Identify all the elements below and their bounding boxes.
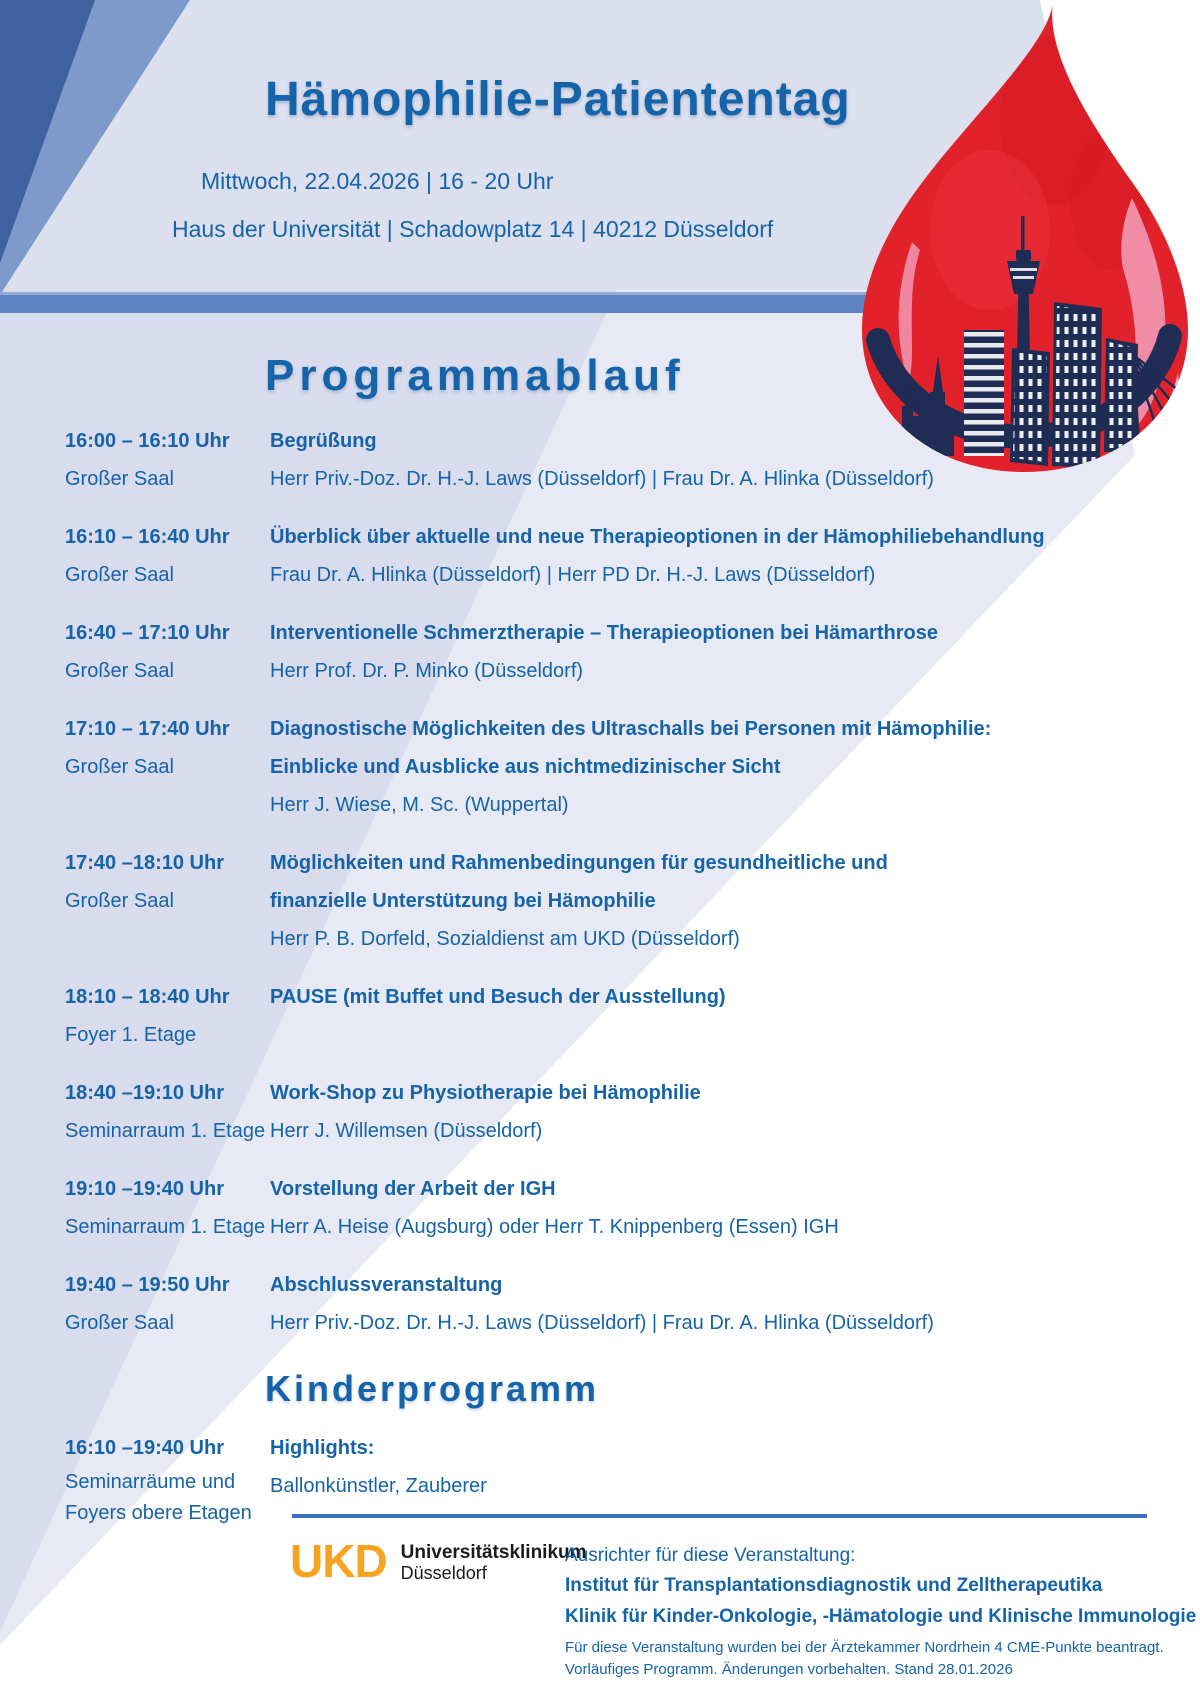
row-speakers <box>270 460 1180 498</box>
row-content-cell <box>270 518 1180 594</box>
row-rooms <box>65 556 270 594</box>
ukd-logo-city: Düsseldorf <box>400 1563 487 1583</box>
row-time-cell <box>65 1266 270 1342</box>
row-speakers <box>270 1208 1180 1246</box>
row-room: Großer Saal <box>65 660 174 682</box>
row-titles <box>270 518 1180 556</box>
row-time-cell <box>65 844 270 958</box>
row-content-cell <box>270 978 1180 1054</box>
row-rooms <box>65 1112 270 1150</box>
row-speaker: Herr Priv.-Doz. Dr. H.-J. Laws (Düsseldorf) | Frau Dr. A. Hlinka (Düsseldorf) <box>270 1312 934 1334</box>
row-time-cell <box>65 614 270 690</box>
footer-notes <box>565 1637 1196 1681</box>
row-time-cell <box>65 422 270 498</box>
kinder-schedule <box>65 1429 1180 1549</box>
row-room: Foyer 1. Etage <box>65 1024 197 1046</box>
row-title: Work-Shop zu Physiotherapie bei Hämophilie <box>270 1082 701 1104</box>
row-speaker: Frau Dr. A. Hlinka (Düsseldorf) | Herr PD Dr. H.-J. Laws (Düsseldorf) <box>270 564 876 586</box>
row-room: Großer Saal <box>65 468 174 490</box>
row-content-cell <box>270 844 1180 958</box>
ukd-logo <box>290 1535 587 1587</box>
program-section-title: Programmablauf <box>265 351 685 400</box>
row-room: Seminarräume und <box>65 1471 236 1493</box>
ukd-logo-name: Universitätsklinikum <box>400 1542 587 1563</box>
ukd-logo-abbr: UKD <box>290 1535 387 1587</box>
row-titles <box>270 614 1180 652</box>
row-content-cell <box>270 1074 1180 1150</box>
row-time-cell <box>65 710 270 824</box>
row-room: Großer Saal <box>65 890 174 912</box>
page-title: Hämophilie-Patiententag <box>265 73 851 126</box>
schedule-row <box>65 844 1180 958</box>
row-time: 17:10 – 17:40 Uhr <box>65 718 230 740</box>
row-time-cell <box>65 518 270 594</box>
row-title: Abschlussveranstaltung <box>270 1274 503 1296</box>
row-titles <box>270 1074 1180 1112</box>
organizer-institute: Institut für Transplantationsdiagnostik und Zelltherapeutika <box>565 1575 1103 1596</box>
event-venue: Haus der Universität | Schadowplatz 14 | 40212 Düsseldorf <box>172 216 774 242</box>
row-rooms <box>65 1016 270 1054</box>
row-titles <box>270 844 1180 920</box>
row-content-cell <box>270 614 1180 690</box>
schedule-row <box>65 422 1180 498</box>
row-rooms <box>65 1304 270 1342</box>
row-time: 16:10 – 16:40 Uhr <box>65 526 230 548</box>
row-title: Überblick über aktuelle und neue Therapieoptionen in der Hämophiliebehandlung <box>270 526 1045 548</box>
schedule-row <box>65 978 1180 1054</box>
row-time: 19:10 –19:40 Uhr <box>65 1178 224 1200</box>
row-title: finanzielle Unterstützung bei Hämophilie <box>270 890 656 912</box>
row-room: Großer Saal <box>65 1312 174 1334</box>
schedule-row <box>65 710 1180 824</box>
row-rooms <box>65 1467 270 1529</box>
row-content-cell <box>270 1266 1180 1342</box>
row-titles <box>270 1170 1180 1208</box>
row-speaker: Herr J. Wiese, M. Sc. (Wuppertal) <box>270 794 569 816</box>
row-content-cell <box>270 422 1180 498</box>
schedule-row <box>65 614 1180 690</box>
cme-note: Für diese Veranstaltung wurden bei der Ärztekammer Nordrhein 4 CME-Punkte beantragt. <box>565 1639 1164 1656</box>
row-title: Diagnostische Möglichkeiten des Ultraschalls bei Personen mit Hämophilie: <box>270 718 992 740</box>
row-time: 16:40 – 17:10 Uhr <box>65 622 230 644</box>
row-room: Großer Saal <box>65 564 174 586</box>
row-title: PAUSE (mit Buffet und Besuch der Ausstellung) <box>270 986 726 1008</box>
row-titles <box>270 710 1180 786</box>
row-rooms <box>65 1208 270 1246</box>
row-rooms <box>65 882 270 920</box>
event-date: Mittwoch, 22.04.2026 | 16 - 20 Uhr <box>201 168 554 194</box>
row-time: 16:10 –19:40 Uhr <box>65 1437 224 1459</box>
organizer-label: Ausrichter für diese Veranstaltung: <box>565 1545 856 1566</box>
row-room: Seminarraum 1. Etage <box>65 1216 266 1238</box>
row-speaker: Herr P. B. Dorfeld, Sozialdienst am UKD (Düsseldorf) <box>270 928 740 950</box>
schedule-row <box>65 1170 1180 1246</box>
row-time: 19:40 – 19:50 Uhr <box>65 1274 230 1296</box>
row-titles <box>270 422 1180 460</box>
status-note: Vorläufiges Programm. Änderungen vorbehalten. Stand 28.01.2026 <box>565 1661 1013 1678</box>
row-speaker: Herr A. Heise (Augsburg) oder Herr T. Knippenberg (Essen) IGH <box>270 1216 839 1238</box>
blood-drop-graphic <box>820 0 1200 480</box>
row-speakers <box>270 786 1180 824</box>
ukd-logo-text <box>401 1538 587 1584</box>
row-time: 18:40 –19:10 Uhr <box>65 1082 224 1104</box>
row-speaker: Herr Prof. Dr. P. Minko (Düsseldorf) <box>270 660 584 682</box>
row-titles <box>270 978 1180 1016</box>
row-rooms <box>65 748 270 786</box>
schedule-row <box>65 1074 1180 1150</box>
organizer-clinic: Klinik für Kinder-Onkologie, -Hämatologie und Klinische Immunologie <box>565 1606 1197 1627</box>
row-time-cell <box>65 1170 270 1246</box>
row-titles <box>270 1429 1180 1467</box>
row-speakers <box>270 1304 1180 1342</box>
row-time-cell <box>65 1074 270 1150</box>
row-title: Möglichkeiten und Rahmenbedingungen für gesundheitliche und <box>270 852 888 874</box>
row-title: Begrüßung <box>270 430 377 452</box>
row-room: Foyers obere Etagen <box>65 1502 252 1524</box>
row-rooms <box>65 460 270 498</box>
row-title: Vorstellung der Arbeit der IGH <box>270 1178 556 1200</box>
program-schedule <box>65 422 1180 1362</box>
row-time: 18:10 – 18:40 Uhr <box>65 986 230 1008</box>
row-title: Interventionelle Schmerztherapie – Therapieoptionen bei Hämarthrose <box>270 622 938 644</box>
row-time-cell <box>65 1429 270 1529</box>
footer-divider-rule <box>292 1514 1147 1518</box>
row-speakers <box>270 556 1180 594</box>
row-time: 17:40 –18:10 Uhr <box>65 852 224 874</box>
row-time: 16:00 – 16:10 Uhr <box>65 430 230 452</box>
row-speakers <box>270 652 1180 690</box>
row-speakers <box>270 1112 1180 1150</box>
kinder-section-title: Kinderprogramm <box>265 1368 600 1409</box>
row-speaker: Herr Priv.-Doz. Dr. H.-J. Laws (Düsseldorf) | Frau Dr. A. Hlinka (Düsseldorf) <box>270 468 934 490</box>
row-speakers <box>270 920 1180 958</box>
row-content-cell <box>270 710 1180 824</box>
row-content-cell <box>270 1170 1180 1246</box>
schedule-row <box>65 1266 1180 1342</box>
row-rooms <box>65 652 270 690</box>
organizer-block <box>565 1541 1196 1681</box>
row-title: Einblicke und Ausblicke aus nichtmedizinischer Sicht <box>270 756 781 778</box>
row-speaker: Ballonkünstler, Zauberer <box>270 1475 487 1497</box>
row-time-cell <box>65 978 270 1054</box>
row-titles <box>270 1266 1180 1304</box>
row-speakers <box>270 1467 1180 1505</box>
row-title: Highlights: <box>270 1437 375 1459</box>
row-room: Großer Saal <box>65 756 174 778</box>
schedule-row <box>65 518 1180 594</box>
row-room: Seminarraum 1. Etage <box>65 1120 266 1142</box>
row-speaker: Herr J. Willemsen (Düsseldorf) <box>270 1120 543 1142</box>
